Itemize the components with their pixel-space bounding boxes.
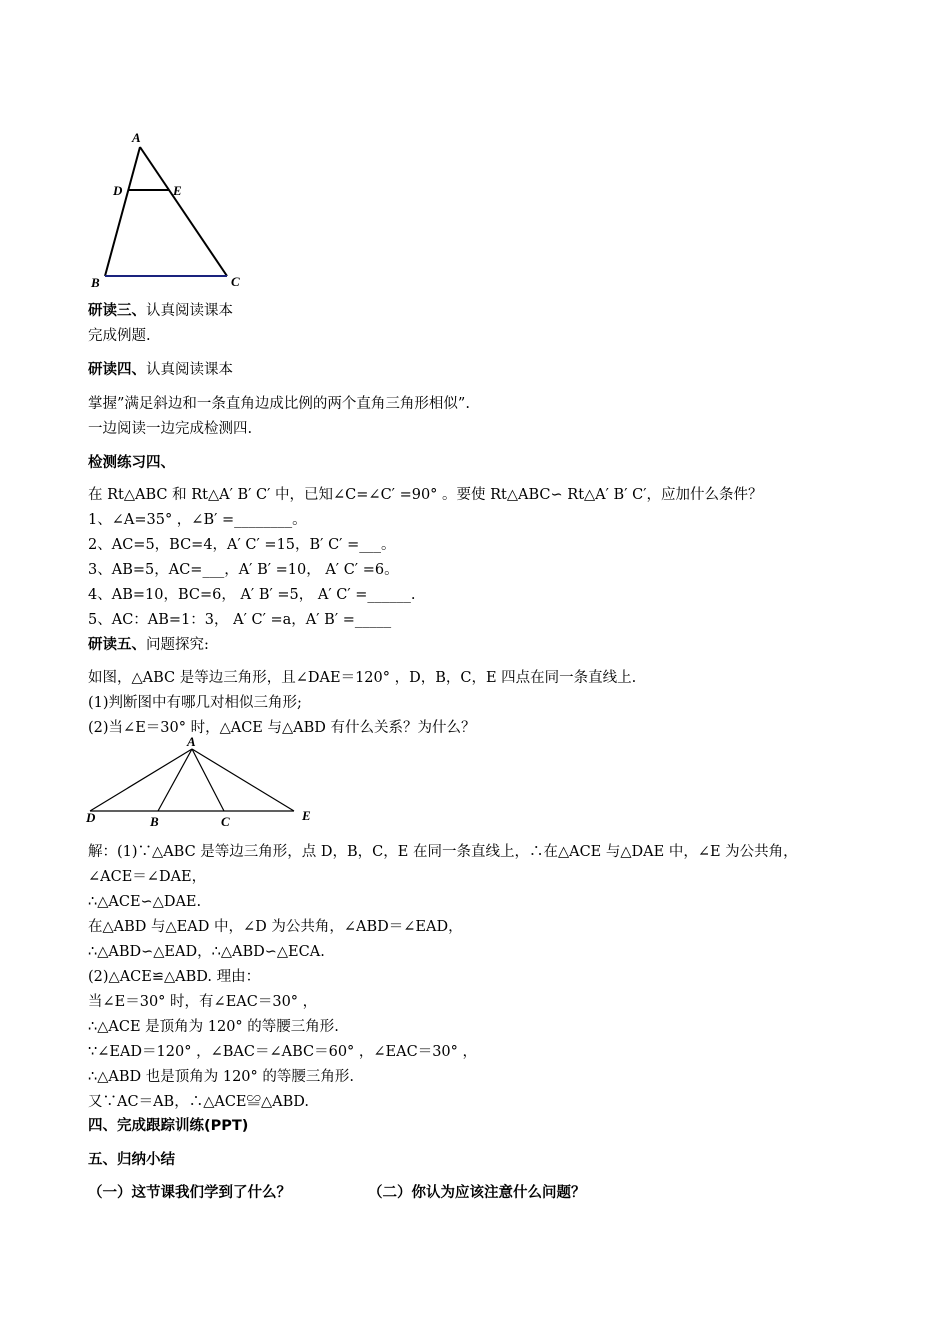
part5-question-1: （一）这节课我们学到了什么？ bbox=[88, 1185, 291, 1201]
label-d: D bbox=[113, 183, 123, 198]
label-c: C bbox=[221, 814, 230, 829]
practice4-item-3: 3、AB=5，AC=___，A′ B′ =10， A′ C′ =6。 bbox=[88, 562, 399, 578]
solution-line-1: 解：(1)∵△ABC 是等边三角形，点 D，B，C，E 在同一条直线上，∴在△ACE 与△DAE 中，∠E 为公共角， bbox=[88, 844, 798, 860]
practice4-item-4: 4、AB=10，BC=6， A′ B′ =5， A′ C′ =______. bbox=[88, 587, 416, 603]
solution-line-8: ∴△ACE 是顶角为 120° 的等腰三角形. bbox=[88, 1019, 339, 1035]
section3-heading bbox=[88, 302, 233, 320]
practice4-heading: 检测练习四、 bbox=[88, 455, 175, 471]
section4-heading-bold: 研读四、 bbox=[88, 362, 146, 378]
section4-line1: 掌握”满足斜边和一条直角边成比例的两个直角三角形相似”. bbox=[88, 396, 470, 412]
side-ac bbox=[140, 147, 227, 276]
part5-question-2: （二）你认为应该注意什么问题？ bbox=[368, 1185, 586, 1201]
label-e: E bbox=[173, 183, 182, 198]
solution-line-5: ∴△ABD∽△EAD，∴△ABD∽△ECA. bbox=[88, 944, 325, 960]
label-c: C bbox=[231, 274, 240, 289]
segment-ae bbox=[192, 749, 294, 811]
section5-line-2: (1)判断图中有哪几对相似三角形; bbox=[88, 695, 302, 711]
section4-heading bbox=[88, 361, 233, 379]
part4-heading: 四、完成跟踪训练(PPT) bbox=[88, 1118, 249, 1134]
label-e: E bbox=[302, 808, 311, 823]
part5-heading: 五、归纳小结 bbox=[88, 1152, 175, 1168]
solution-line-9: ∵∠EAD＝120° ，∠BAC＝∠ABC＝60° ，∠EAC＝30° ， bbox=[88, 1044, 478, 1060]
label-b: B bbox=[150, 814, 159, 829]
practice4-item-2: 2、AC=5，BC=4，A′ C′ =15，B′ C′ =___。 bbox=[88, 537, 396, 553]
section5-line-1: 如图，△ABC 是等边三角形，且∠DAE＝120° ，D，B，C，E 四点在同一条直线上. bbox=[88, 670, 637, 686]
segment-ab bbox=[158, 749, 192, 811]
practice4-question: 在 Rt△ABC 和 Rt△A′ B′ C′ 中，已知∠C=∠C′ =90° 。要使 Rt△ABC∽ Rt△A′ B′ C′，应加什么条件？ bbox=[88, 487, 763, 503]
section5-heading-rest: 问题探究: bbox=[146, 637, 209, 653]
label-a: A bbox=[187, 734, 196, 749]
solution-line-4: 在△ABD 与△EAD 中，∠D 为公共角，∠ABD＝∠EAD， bbox=[88, 919, 463, 935]
solution-line-6: (2)△ACE≌△ABD. 理由： bbox=[88, 969, 261, 985]
practice4-item-5: 5、AC：AB=1：3， A′ C′ =a，A′ B′ =_____ bbox=[88, 612, 392, 628]
section4-line2: 一边阅读一边完成检测四. bbox=[88, 421, 253, 437]
section3-heading-rest: 认真阅读课本 bbox=[146, 303, 233, 319]
label-d: D bbox=[86, 810, 96, 825]
section4-heading-rest: 认真阅读课本 bbox=[146, 362, 233, 378]
side-ab bbox=[105, 147, 140, 276]
practice4-item-1: 1、∠A=35° ，∠B′ =________。 bbox=[88, 512, 307, 528]
section3-heading-bold: 研读三、 bbox=[88, 303, 146, 319]
section3-text: 完成例题. bbox=[88, 328, 151, 344]
segment-ad bbox=[90, 749, 192, 811]
triangle-figure-2 bbox=[82, 734, 322, 830]
label-a: A bbox=[132, 130, 141, 145]
solution-line-11: 又∵AC＝AB，∴△ACE≌△ABD. bbox=[88, 1094, 309, 1110]
section5-line-3: (2)当∠E＝30° 时，△ACE 与△ABD 有什么关系？为什么？ bbox=[88, 720, 476, 736]
solution-line-7: 当∠E＝30° 时，有∠EAC＝30° ， bbox=[88, 994, 318, 1010]
label-b: B bbox=[91, 275, 100, 290]
section5-heading-bold: 研读五、 bbox=[88, 637, 146, 653]
solution-line-10: ∴△ABD 也是顶角为 120° 的等腰三角形. bbox=[88, 1069, 354, 1085]
triangle-figure-1 bbox=[85, 125, 255, 295]
section5-heading bbox=[88, 636, 209, 654]
solution-line-3: ∴△ACE∽△DAE. bbox=[88, 894, 202, 910]
solution-line-2: ∠ACE＝∠DAE， bbox=[88, 869, 207, 885]
